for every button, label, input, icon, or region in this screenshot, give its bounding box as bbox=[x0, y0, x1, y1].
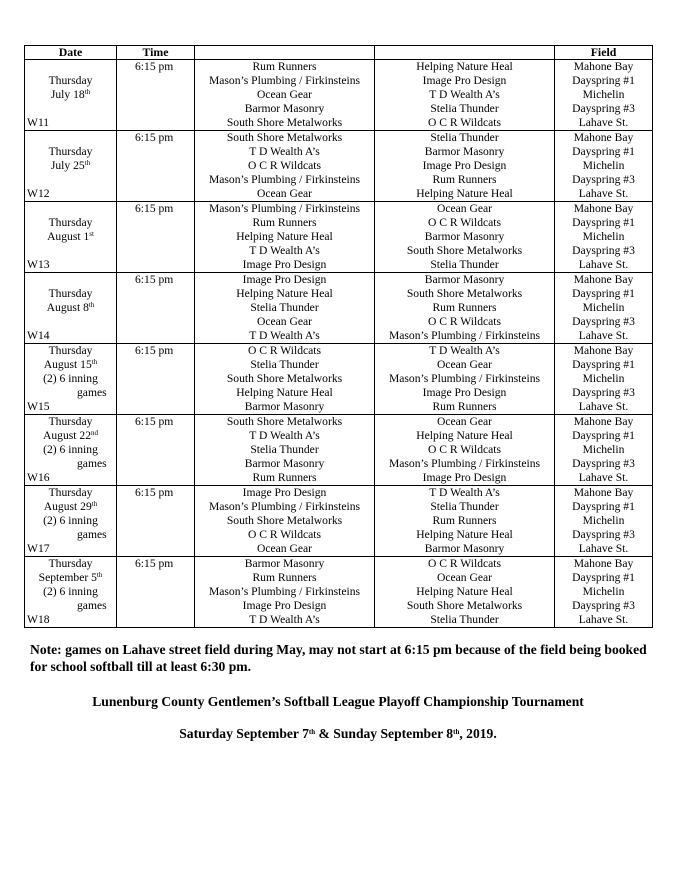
header-date: Date bbox=[25, 46, 117, 60]
inning-note: (2) 6 inning bbox=[43, 514, 98, 527]
date-spacer bbox=[25, 173, 116, 187]
away-team: O C R Wildcats bbox=[427, 116, 502, 129]
team1-cell bbox=[195, 131, 375, 202]
home-team: South Shore Metalworks bbox=[226, 514, 343, 527]
header-row bbox=[25, 46, 653, 60]
home-team: T D Wealth A’s bbox=[249, 613, 320, 626]
home-team: Mason’s Plumbing / Firkinsteins bbox=[208, 74, 361, 87]
game-time: 6:15 pm bbox=[135, 486, 174, 499]
team1-cell bbox=[195, 557, 375, 628]
date-label bbox=[25, 500, 116, 514]
field-name: Lahave St. bbox=[578, 471, 629, 484]
home-team: Rum Runners bbox=[252, 216, 317, 229]
schedule-body bbox=[25, 60, 653, 628]
team2-cell bbox=[375, 486, 555, 557]
field-name: Mahone Bay bbox=[573, 273, 634, 286]
home-team: Ocean Gear bbox=[256, 187, 313, 200]
home-team: Barmor Masonry bbox=[244, 457, 325, 470]
field-name: Dayspring #3 bbox=[572, 102, 635, 115]
field-name: Dayspring #1 bbox=[572, 358, 635, 371]
header-time: Time bbox=[117, 46, 195, 60]
away-team: Rum Runners bbox=[432, 514, 497, 527]
tournament-day2-ordinal: th bbox=[453, 728, 460, 736]
team2-cell bbox=[375, 60, 555, 131]
lahave-field-note: Note: games on Lahave street field during May, may not start at 6:15 pm because of the field being booked for school softball till at least 6:30 pm. bbox=[30, 642, 647, 674]
field-name: Dayspring #3 bbox=[572, 244, 635, 257]
date-cell bbox=[25, 486, 117, 557]
date-day: Thursday bbox=[48, 486, 93, 499]
header-team2 bbox=[375, 46, 555, 60]
team1-cell bbox=[195, 486, 375, 557]
away-team: Barmor Masonry bbox=[424, 273, 505, 286]
away-team: South Shore Metalworks bbox=[406, 599, 523, 612]
away-team: O C R Wildcats bbox=[427, 216, 502, 229]
field-name: Mahone Bay bbox=[573, 557, 634, 570]
date-text: July 25 bbox=[50, 159, 85, 172]
week-number: W18 bbox=[27, 613, 50, 626]
home-team: T D Wealth A’s bbox=[249, 329, 320, 342]
home-team: O C R Wildcats bbox=[247, 344, 322, 357]
inning-note: games bbox=[77, 599, 107, 612]
home-team: Rum Runners bbox=[252, 571, 317, 584]
time-cell bbox=[117, 557, 195, 628]
field-name: Lahave St. bbox=[578, 258, 629, 271]
team2-cell bbox=[375, 273, 555, 344]
date-spacer bbox=[25, 273, 116, 287]
field-name: Lahave St. bbox=[578, 187, 629, 200]
home-team: O C R Wildcats bbox=[247, 159, 322, 172]
away-team: Helping Nature Heal bbox=[416, 528, 513, 541]
field-name: Dayspring #1 bbox=[572, 287, 635, 300]
week-number: W11 bbox=[27, 116, 50, 129]
away-team: O C R Wildcats bbox=[427, 557, 502, 570]
home-team: Helping Nature Heal bbox=[236, 287, 333, 300]
time-cell bbox=[117, 60, 195, 131]
header-field: Field bbox=[555, 46, 653, 60]
away-team: Ocean Gear bbox=[436, 571, 493, 584]
fields-cell bbox=[555, 415, 653, 486]
fields-cell bbox=[555, 131, 653, 202]
date-spacer bbox=[25, 202, 116, 216]
field-name: Lahave St. bbox=[578, 613, 629, 626]
away-team: Helping Nature Heal bbox=[416, 60, 513, 73]
home-team: Mason’s Plumbing / Firkinsteins bbox=[208, 500, 361, 513]
week-row bbox=[25, 557, 653, 628]
game-time: 6:15 pm bbox=[135, 557, 174, 570]
field-name: Mahone Bay bbox=[573, 131, 634, 144]
date-ordinal: nd bbox=[91, 429, 98, 437]
date-day: Thursday bbox=[48, 344, 93, 357]
home-team: T D Wealth A’s bbox=[249, 429, 320, 442]
inning-note: games bbox=[77, 457, 107, 470]
field-name: Michelin bbox=[582, 230, 625, 243]
tournament-day1: Saturday September 7 bbox=[179, 726, 309, 741]
date-label bbox=[25, 571, 116, 585]
field-name: Michelin bbox=[582, 514, 625, 527]
date-spacer bbox=[25, 102, 116, 116]
field-name: Michelin bbox=[582, 301, 625, 314]
time-cell bbox=[117, 415, 195, 486]
home-team: Ocean Gear bbox=[256, 88, 313, 101]
inning-note: (2) 6 inning bbox=[43, 372, 98, 385]
home-team: South Shore Metalworks bbox=[226, 131, 343, 144]
week-row bbox=[25, 415, 653, 486]
field-name: Michelin bbox=[582, 372, 625, 385]
date-day: Thursday bbox=[48, 415, 93, 428]
away-team: Rum Runners bbox=[432, 173, 497, 186]
home-team: Helping Nature Heal bbox=[236, 230, 333, 243]
date-text: August 22 bbox=[43, 429, 91, 442]
home-team: Rum Runners bbox=[252, 471, 317, 484]
field-name: Michelin bbox=[582, 88, 625, 101]
away-team: O C R Wildcats bbox=[427, 315, 502, 328]
date-label bbox=[25, 88, 116, 102]
date-label bbox=[25, 301, 116, 315]
date-spacer bbox=[25, 131, 116, 145]
away-team: Ocean Gear bbox=[436, 358, 493, 371]
tournament-dates bbox=[0, 725, 676, 742]
header-team1 bbox=[195, 46, 375, 60]
week-number: W17 bbox=[27, 542, 50, 555]
inning-note: games bbox=[77, 528, 107, 541]
team2-cell bbox=[375, 131, 555, 202]
date-label bbox=[25, 429, 116, 443]
date-spacer bbox=[25, 315, 116, 329]
date-ordinal: st bbox=[89, 230, 94, 238]
home-team: Mason’s Plumbing / Firkinsteins bbox=[208, 585, 361, 598]
away-team: Barmor Masonry bbox=[424, 542, 505, 555]
date-cell bbox=[25, 131, 117, 202]
fields-cell bbox=[555, 60, 653, 131]
away-team: T D Wealth A’s bbox=[429, 486, 500, 499]
date-cell bbox=[25, 557, 117, 628]
field-name: Dayspring #3 bbox=[572, 457, 635, 470]
home-team: Barmor Masonry bbox=[244, 557, 325, 570]
field-name: Dayspring #3 bbox=[572, 173, 635, 186]
field-name: Dayspring #3 bbox=[572, 528, 635, 541]
away-team: South Shore Metalworks bbox=[406, 287, 523, 300]
away-team: Ocean Gear bbox=[436, 415, 493, 428]
home-team: South Shore Metalworks bbox=[226, 415, 343, 428]
away-team: Stelia Thunder bbox=[430, 500, 499, 513]
home-team: Barmor Masonry bbox=[244, 102, 325, 115]
home-team: Image Pro Design bbox=[242, 258, 327, 271]
away-team: Rum Runners bbox=[432, 400, 497, 413]
date-label bbox=[25, 358, 116, 372]
team1-cell bbox=[195, 60, 375, 131]
week-row bbox=[25, 486, 653, 557]
field-name: Michelin bbox=[582, 585, 625, 598]
home-team: Mason’s Plumbing / Firkinsteins bbox=[208, 202, 361, 215]
field-name: Michelin bbox=[582, 443, 625, 456]
week-row bbox=[25, 344, 653, 415]
date-day: Thursday bbox=[48, 557, 93, 570]
fields-cell bbox=[555, 273, 653, 344]
week-number: W14 bbox=[27, 329, 50, 342]
time-cell bbox=[117, 344, 195, 415]
week-number: W13 bbox=[27, 258, 50, 271]
date-cell bbox=[25, 415, 117, 486]
home-team: South Shore Metalworks bbox=[226, 116, 343, 129]
home-team: Image Pro Design bbox=[242, 599, 327, 612]
date-ordinal: th bbox=[88, 301, 95, 309]
game-time: 6:15 pm bbox=[135, 202, 174, 215]
tournament-connector: & Sunday September 8 bbox=[315, 726, 454, 741]
team1-cell bbox=[195, 415, 375, 486]
fields-cell bbox=[555, 486, 653, 557]
game-time: 6:15 pm bbox=[135, 273, 174, 286]
team2-cell bbox=[375, 202, 555, 273]
home-team: Helping Nature Heal bbox=[236, 386, 333, 399]
team2-cell bbox=[375, 557, 555, 628]
week-row bbox=[25, 202, 653, 273]
home-team: Ocean Gear bbox=[256, 315, 313, 328]
date-ordinal: th bbox=[96, 571, 103, 579]
away-team: Rum Runners bbox=[432, 301, 497, 314]
away-team: Helping Nature Heal bbox=[416, 429, 513, 442]
date-ordinal: th bbox=[84, 159, 91, 167]
game-time: 6:15 pm bbox=[135, 60, 174, 73]
field-name: Lahave St. bbox=[578, 116, 629, 129]
home-team: Ocean Gear bbox=[256, 542, 313, 555]
team1-cell bbox=[195, 202, 375, 273]
home-team: O C R Wildcats bbox=[247, 528, 322, 541]
date-text: August 29 bbox=[43, 500, 92, 513]
date-day: Thursday bbox=[48, 287, 93, 300]
game-time: 6:15 pm bbox=[135, 131, 174, 144]
away-team: Image Pro Design bbox=[422, 74, 507, 87]
date-day: Thursday bbox=[48, 74, 93, 87]
field-name: Dayspring #3 bbox=[572, 315, 635, 328]
tournament-day1-ordinal: th bbox=[308, 728, 316, 736]
date-day: Thursday bbox=[48, 145, 93, 158]
field-name: Dayspring #1 bbox=[572, 500, 635, 513]
inning-note: (2) 6 inning bbox=[43, 443, 98, 456]
field-name: Michelin bbox=[582, 159, 625, 172]
field-name: Dayspring #1 bbox=[572, 145, 635, 158]
home-team: T D Wealth A’s bbox=[249, 145, 320, 158]
away-team: Barmor Masonry bbox=[424, 145, 505, 158]
date-cell bbox=[25, 202, 117, 273]
date-text: August 8 bbox=[46, 301, 89, 314]
fields-cell bbox=[555, 344, 653, 415]
week-row bbox=[25, 273, 653, 344]
field-name: Lahave St. bbox=[578, 400, 629, 413]
date-text: July 18 bbox=[50, 88, 85, 101]
game-time: 6:15 pm bbox=[135, 415, 174, 428]
tournament-title: Lunenburg County Gentlemen’s Softball League Playoff Championship Tournament bbox=[92, 694, 584, 709]
home-team: Stelia Thunder bbox=[250, 358, 319, 371]
week-number: W12 bbox=[27, 187, 50, 200]
field-name: Dayspring #1 bbox=[572, 571, 635, 584]
home-team: Barmor Masonry bbox=[244, 400, 325, 413]
away-team: Barmor Masonry bbox=[424, 230, 505, 243]
away-team: Helping Nature Heal bbox=[416, 187, 513, 200]
date-cell bbox=[25, 60, 117, 131]
date-day: Thursday bbox=[48, 216, 93, 229]
fields-cell bbox=[555, 202, 653, 273]
time-cell bbox=[117, 273, 195, 344]
schedule-table bbox=[24, 45, 653, 628]
inning-note: games bbox=[77, 386, 107, 399]
tournament-suffix: , 2019. bbox=[459, 726, 497, 741]
inning-note: (2) 6 inning bbox=[43, 585, 98, 598]
date-spacer bbox=[25, 244, 116, 258]
field-name: Dayspring #1 bbox=[572, 429, 635, 442]
date-cell bbox=[25, 344, 117, 415]
home-team: Image Pro Design bbox=[242, 273, 327, 286]
home-team: Stelia Thunder bbox=[250, 301, 319, 314]
date-text: August 15 bbox=[43, 358, 92, 371]
time-cell bbox=[117, 131, 195, 202]
team2-cell bbox=[375, 415, 555, 486]
date-text: August 1 bbox=[47, 230, 90, 243]
away-team: Stelia Thunder bbox=[430, 102, 499, 115]
date-ordinal: th bbox=[91, 500, 98, 508]
away-team: T D Wealth A’s bbox=[429, 88, 500, 101]
away-team: Mason’s Plumbing / Firkinsteins bbox=[388, 372, 541, 385]
date-spacer bbox=[25, 60, 116, 74]
field-name: Mahone Bay bbox=[573, 344, 634, 357]
field-name: Lahave St. bbox=[578, 542, 629, 555]
away-team: O C R Wildcats bbox=[427, 443, 502, 456]
field-name: Lahave St. bbox=[578, 329, 629, 342]
away-team: Image Pro Design bbox=[422, 471, 507, 484]
away-team: Mason’s Plumbing / Firkinsteins bbox=[388, 329, 541, 342]
time-cell bbox=[117, 202, 195, 273]
team1-cell bbox=[195, 273, 375, 344]
field-name: Mahone Bay bbox=[573, 202, 634, 215]
date-cell bbox=[25, 273, 117, 344]
team2-cell bbox=[375, 344, 555, 415]
home-team: T D Wealth A’s bbox=[249, 244, 320, 257]
home-team: Stelia Thunder bbox=[250, 443, 319, 456]
week-row bbox=[25, 60, 653, 131]
away-team: Ocean Gear bbox=[436, 202, 493, 215]
home-team: Mason’s Plumbing / Firkinsteins bbox=[208, 173, 361, 186]
home-team: South Shore Metalworks bbox=[226, 372, 343, 385]
week-row bbox=[25, 131, 653, 202]
week-number: W16 bbox=[27, 471, 50, 484]
date-text: September 5 bbox=[38, 571, 97, 584]
field-name: Dayspring #3 bbox=[572, 599, 635, 612]
game-time: 6:15 pm bbox=[135, 344, 174, 357]
away-team: Image Pro Design bbox=[422, 159, 507, 172]
away-team: Helping Nature Heal bbox=[416, 585, 513, 598]
week-number: W15 bbox=[27, 400, 50, 413]
field-name: Dayspring #1 bbox=[572, 74, 635, 87]
away-team: Stelia Thunder bbox=[430, 131, 499, 144]
away-team: Image Pro Design bbox=[422, 386, 507, 399]
home-team: Rum Runners bbox=[252, 60, 317, 73]
field-name: Mahone Bay bbox=[573, 60, 634, 73]
away-team: South Shore Metalworks bbox=[406, 244, 523, 257]
field-name: Mahone Bay bbox=[573, 486, 634, 499]
home-team: Image Pro Design bbox=[242, 486, 327, 499]
fields-cell bbox=[555, 557, 653, 628]
away-team: Mason’s Plumbing / Firkinsteins bbox=[388, 457, 541, 470]
date-label bbox=[25, 159, 116, 173]
away-team: T D Wealth A’s bbox=[429, 344, 500, 357]
field-name: Dayspring #1 bbox=[572, 216, 635, 229]
field-name: Mahone Bay bbox=[573, 415, 634, 428]
date-label bbox=[25, 230, 116, 244]
date-ordinal: th bbox=[91, 358, 98, 366]
date-ordinal: th bbox=[84, 88, 91, 96]
away-team: Stelia Thunder bbox=[430, 258, 499, 271]
team1-cell bbox=[195, 344, 375, 415]
away-team: Stelia Thunder bbox=[430, 613, 499, 626]
time-cell bbox=[117, 486, 195, 557]
field-name: Dayspring #3 bbox=[572, 386, 635, 399]
